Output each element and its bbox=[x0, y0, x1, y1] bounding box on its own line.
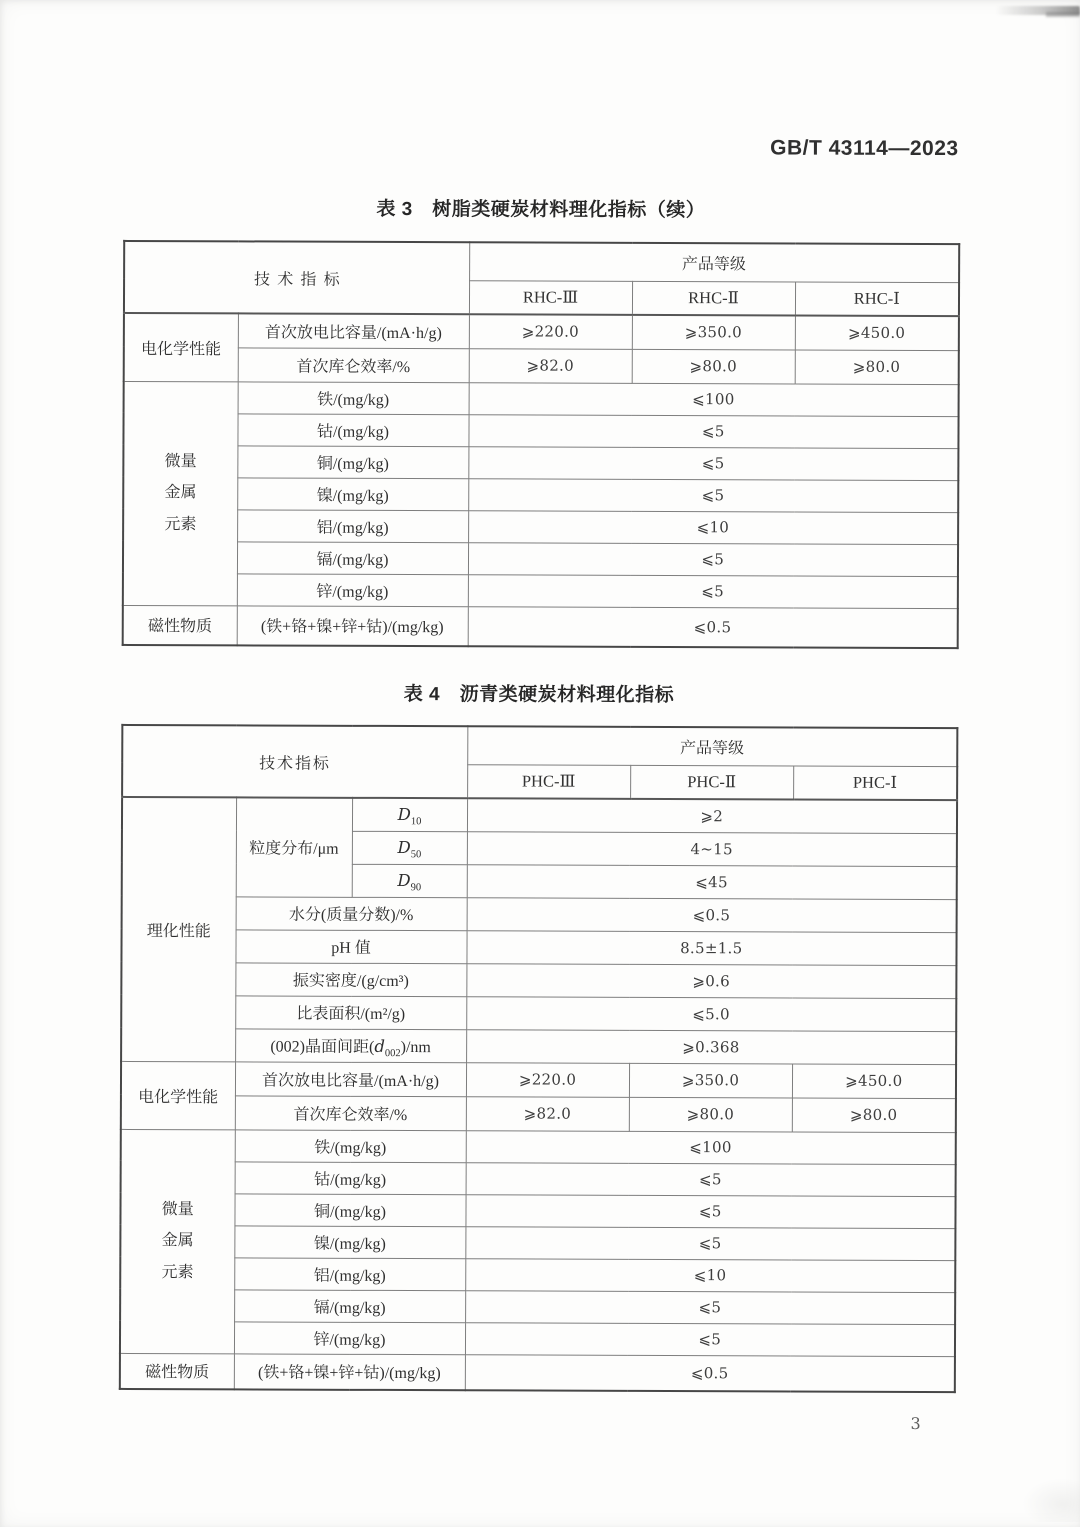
value-cell: 4~15 bbox=[467, 831, 957, 866]
table-row bbox=[124, 347, 959, 384]
page-number: 3 bbox=[910, 1413, 921, 1434]
table-row bbox=[121, 1161, 956, 1196]
d002-subscript: 002 bbox=[384, 1048, 401, 1060]
indicator-cell: 铁/(mg/kg) bbox=[238, 381, 469, 414]
indicator-cell: 首次库仑效率/% bbox=[238, 347, 469, 382]
indicator-cell: 锌/(mg/kg) bbox=[237, 573, 468, 606]
indicator-cell bbox=[352, 798, 467, 831]
value-cell: ⩾450.0 bbox=[792, 1064, 956, 1099]
d-subscript: 10 bbox=[410, 815, 422, 828]
indicator-cell: 铜/(mg/kg) bbox=[234, 1193, 465, 1226]
value-cell: ⩾82.0 bbox=[469, 348, 632, 383]
indicator-cell: (铁+铬+镍+锌+钴)/(mg/kg) bbox=[237, 605, 468, 646]
grade-cell: PHC-Ⅱ bbox=[630, 765, 793, 800]
value-cell: ⩾220.0 bbox=[466, 1062, 629, 1097]
indicator-cell: 铜/(mg/kg) bbox=[237, 445, 468, 478]
table3 bbox=[122, 240, 961, 649]
indicator-cell: 镉/(mg/kg) bbox=[234, 1289, 465, 1322]
value-cell: ⩾0.368 bbox=[466, 1029, 956, 1064]
table-row bbox=[123, 445, 958, 480]
indicator-cell: 锌/(mg/kg) bbox=[234, 1321, 465, 1354]
grade-cell: PHC-Ⅲ bbox=[467, 764, 630, 799]
table-row bbox=[120, 1321, 955, 1356]
d-subscript: 90 bbox=[410, 881, 422, 893]
indicator-cell: 首次库仑效率/% bbox=[235, 1095, 466, 1130]
indicator-header-cell: 技术指标 bbox=[122, 725, 467, 798]
value-cell: ⩾80.0 bbox=[795, 350, 959, 385]
table3-title: 表 3 树脂类硬炭材料理化指标（续） bbox=[376, 198, 706, 222]
value-cell: ⩽0.5 bbox=[465, 1354, 955, 1392]
section-label-cell: 微量 金属 元素 bbox=[123, 381, 238, 605]
value-cell: ⩾450.0 bbox=[795, 316, 959, 351]
table-row bbox=[120, 1225, 955, 1260]
table-row bbox=[121, 1095, 956, 1132]
value-cell: ⩽5 bbox=[468, 446, 958, 480]
table-row bbox=[120, 1193, 955, 1228]
table-row bbox=[121, 962, 956, 998]
indicator-cell: 镉/(mg/kg) bbox=[237, 541, 468, 574]
table4-title: 表 4 沥青类硬炭材料理化指标 bbox=[403, 684, 675, 707]
indicator-cell: 首次放电比容量/(mA·h/g) bbox=[238, 313, 469, 348]
table-row bbox=[123, 413, 958, 448]
indicator-cell: 铝/(mg/kg) bbox=[234, 1257, 465, 1290]
section-label-cell: 磁性物质 bbox=[123, 605, 237, 645]
scan-artifact-corner bbox=[1046, 12, 1080, 17]
value-cell: ⩾82.0 bbox=[466, 1096, 629, 1131]
grade-cell: RHC-Ⅱ bbox=[632, 281, 795, 316]
d002-label-post: )/nm bbox=[400, 1039, 431, 1057]
group-label-cell: 粒度分布/μm bbox=[236, 797, 352, 896]
section-label-cell: 磁性物质 bbox=[120, 1353, 234, 1389]
section-label-cell: 微量 金属 元素 bbox=[120, 1129, 235, 1353]
grade-header-cell: 产品等级 bbox=[467, 726, 957, 766]
indicator-cell: 首次放电比容量/(mA·h/g) bbox=[235, 1061, 466, 1096]
value-cell: ⩽100 bbox=[466, 1130, 956, 1164]
d-symbol: D bbox=[397, 837, 411, 857]
value-cell: ⩾2 bbox=[467, 798, 957, 833]
value-cell: ⩽5 bbox=[465, 1290, 955, 1324]
indicator-cell bbox=[235, 1028, 466, 1062]
indicator-cell: 镍/(mg/kg) bbox=[237, 477, 468, 510]
table4 bbox=[119, 724, 959, 1393]
value-cell: ⩽100 bbox=[469, 382, 959, 416]
table-row bbox=[122, 725, 957, 766]
table-row bbox=[120, 1289, 955, 1324]
table-row bbox=[124, 313, 959, 350]
indicator-cell: 钴/(mg/kg) bbox=[235, 1161, 466, 1194]
table-row bbox=[120, 1353, 955, 1392]
value-cell: ⩽5 bbox=[465, 1194, 955, 1228]
d-symbol: D bbox=[397, 870, 411, 890]
table-row bbox=[124, 241, 959, 282]
value-cell: ⩾80.0 bbox=[629, 1097, 792, 1132]
table-row bbox=[123, 477, 958, 512]
grade-cell: PHC-Ⅰ bbox=[793, 766, 957, 801]
value-cell: ⩽5.0 bbox=[466, 996, 956, 1031]
indicator-cell: pH 值 bbox=[235, 929, 466, 963]
indicator-cell: 水分(质量分数)/% bbox=[236, 896, 467, 930]
table-row bbox=[123, 541, 958, 576]
value-cell: ⩽10 bbox=[465, 1258, 955, 1292]
table-row bbox=[121, 1028, 956, 1064]
value-cell: ⩽5 bbox=[466, 1162, 956, 1196]
scan-artifact-bottom bbox=[1022, 1478, 1080, 1522]
indicator-cell: 铁/(mg/kg) bbox=[235, 1129, 466, 1162]
table-row bbox=[123, 573, 958, 608]
value-cell: ⩽5 bbox=[468, 542, 958, 576]
d002-symbol: d bbox=[374, 1036, 385, 1056]
value-cell: ⩾220.0 bbox=[469, 314, 632, 349]
value-cell: ⩽5 bbox=[468, 478, 958, 512]
value-cell: 8.5±1.5 bbox=[466, 930, 956, 965]
table-row bbox=[124, 381, 959, 416]
indicator-cell: 铝/(mg/kg) bbox=[237, 509, 468, 542]
table-row bbox=[121, 1129, 956, 1164]
value-cell: ⩾350.0 bbox=[632, 315, 795, 350]
table-row bbox=[122, 797, 957, 833]
value-cell: ⩾0.6 bbox=[466, 963, 956, 998]
grade-cell: RHC-Ⅲ bbox=[469, 280, 632, 315]
section-label-cell: 理化性能 bbox=[121, 797, 236, 1061]
table-row bbox=[123, 605, 958, 648]
value-cell: ⩽5 bbox=[468, 574, 958, 608]
d-subscript: 50 bbox=[410, 848, 422, 860]
d002-label-pre: (002)晶面间距( bbox=[270, 1038, 375, 1056]
value-cell: ⩾80.0 bbox=[632, 349, 795, 384]
indicator-cell: (铁+铬+镍+锌+钴)/(mg/kg) bbox=[234, 1353, 465, 1390]
section-label-cell: 电化学性能 bbox=[121, 1061, 235, 1129]
value-cell: ⩽0.5 bbox=[468, 606, 958, 648]
value-cell: ⩾350.0 bbox=[629, 1063, 792, 1098]
value-cell: ⩽45 bbox=[467, 864, 957, 899]
indicator-cell: 钴/(mg/kg) bbox=[237, 413, 468, 446]
table-row bbox=[123, 509, 958, 544]
grade-cell: RHC-Ⅰ bbox=[795, 282, 959, 317]
table-row bbox=[121, 995, 956, 1031]
value-cell: ⩽10 bbox=[468, 510, 958, 544]
indicator-cell: 镍/(mg/kg) bbox=[234, 1225, 465, 1258]
indicator-header-cell: 技术指标 bbox=[124, 241, 469, 314]
grade-header-cell: 产品等级 bbox=[469, 242, 959, 282]
indicator-cell: 比表面积/(m²/g) bbox=[235, 995, 466, 1029]
indicator-cell bbox=[352, 864, 467, 897]
d-symbol: D bbox=[397, 804, 411, 824]
table-row bbox=[121, 1061, 956, 1098]
value-cell: ⩽5 bbox=[465, 1226, 955, 1260]
table-row bbox=[122, 896, 957, 932]
standard-number: GB/T 43114—2023 bbox=[770, 136, 959, 161]
value-cell: ⩽5 bbox=[465, 1322, 955, 1356]
value-cell: ⩾80.0 bbox=[792, 1098, 956, 1133]
table-row bbox=[121, 929, 956, 965]
indicator-cell: 振实密度/(g/cm³) bbox=[235, 962, 466, 996]
value-cell: ⩽0.5 bbox=[467, 897, 957, 932]
indicator-cell bbox=[352, 831, 467, 864]
table-row bbox=[120, 1257, 955, 1292]
value-cell: ⩽5 bbox=[468, 414, 958, 448]
section-label-cell: 电化学性能 bbox=[124, 313, 238, 381]
